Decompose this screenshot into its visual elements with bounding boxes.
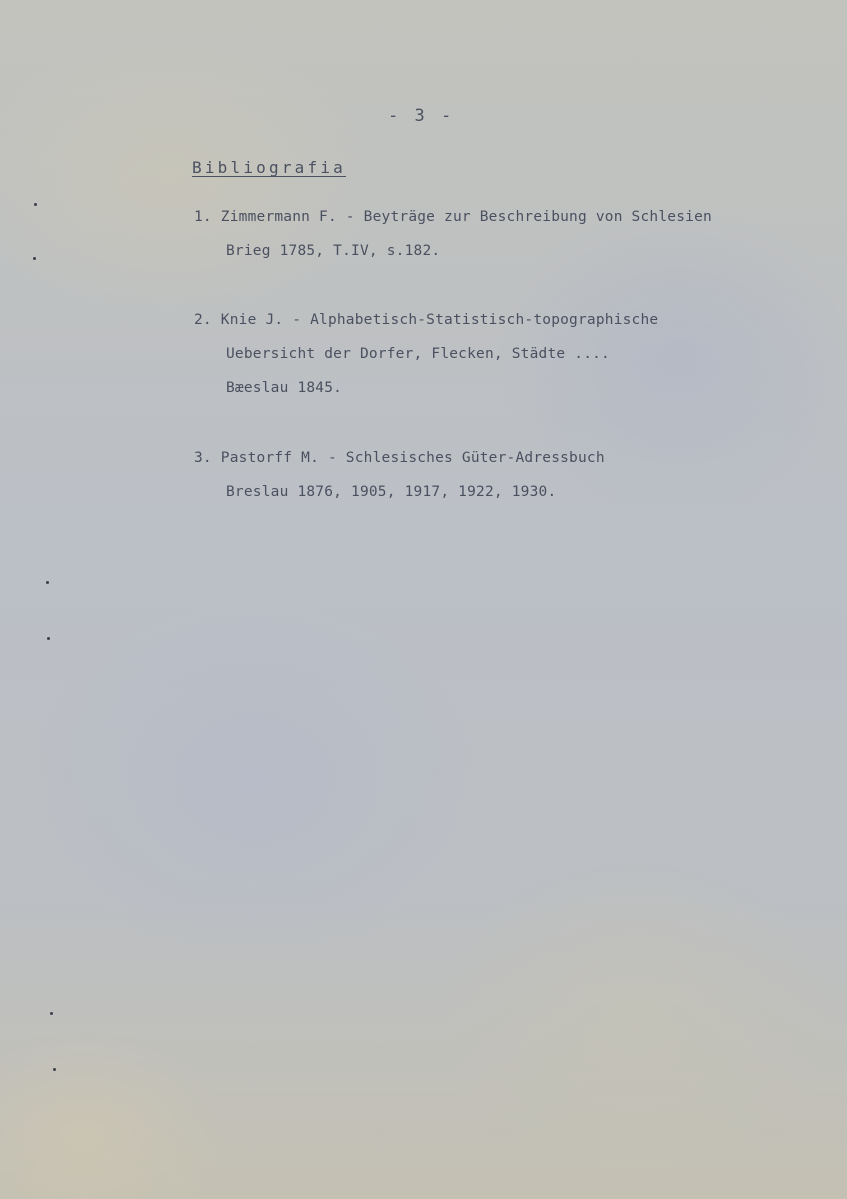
margin-mark — [34, 203, 37, 206]
margin-mark — [33, 257, 36, 260]
section-heading: Bibliografia — [192, 158, 346, 177]
margin-mark — [53, 1068, 56, 1071]
margin-mark — [47, 637, 50, 640]
entry-2-line-2: Uebersicht der Dorfer, Flecken, Städte .... — [226, 346, 610, 362]
margin-mark — [46, 581, 49, 584]
entry-3-line-2: Breslau 1876, 1905, 1917, 1922, 1930. — [226, 484, 557, 500]
page-number: - 3 - — [388, 106, 455, 126]
entry-1-line-1: 1. Zimmermann F. - Beyträge zur Beschreibung von Schlesien — [194, 209, 712, 225]
bibliography-entry-2 — [194, 303, 658, 405]
entry-1-line-2: Brieg 1785, T.IV, s.182. — [226, 243, 441, 259]
bibliography-entry-3 — [194, 441, 605, 509]
bibliography-entry-1 — [194, 200, 712, 268]
entry-2-line-1: 2. Knie J. - Alphabetisch-Statistisch-topographische — [194, 312, 659, 328]
entry-2-line-3: Bæeslau 1845. — [226, 380, 343, 396]
margin-mark — [50, 1012, 53, 1015]
entry-3-line-1: 3. Pastorff M. - Schlesisches Güter-Adressbuch — [194, 450, 605, 466]
